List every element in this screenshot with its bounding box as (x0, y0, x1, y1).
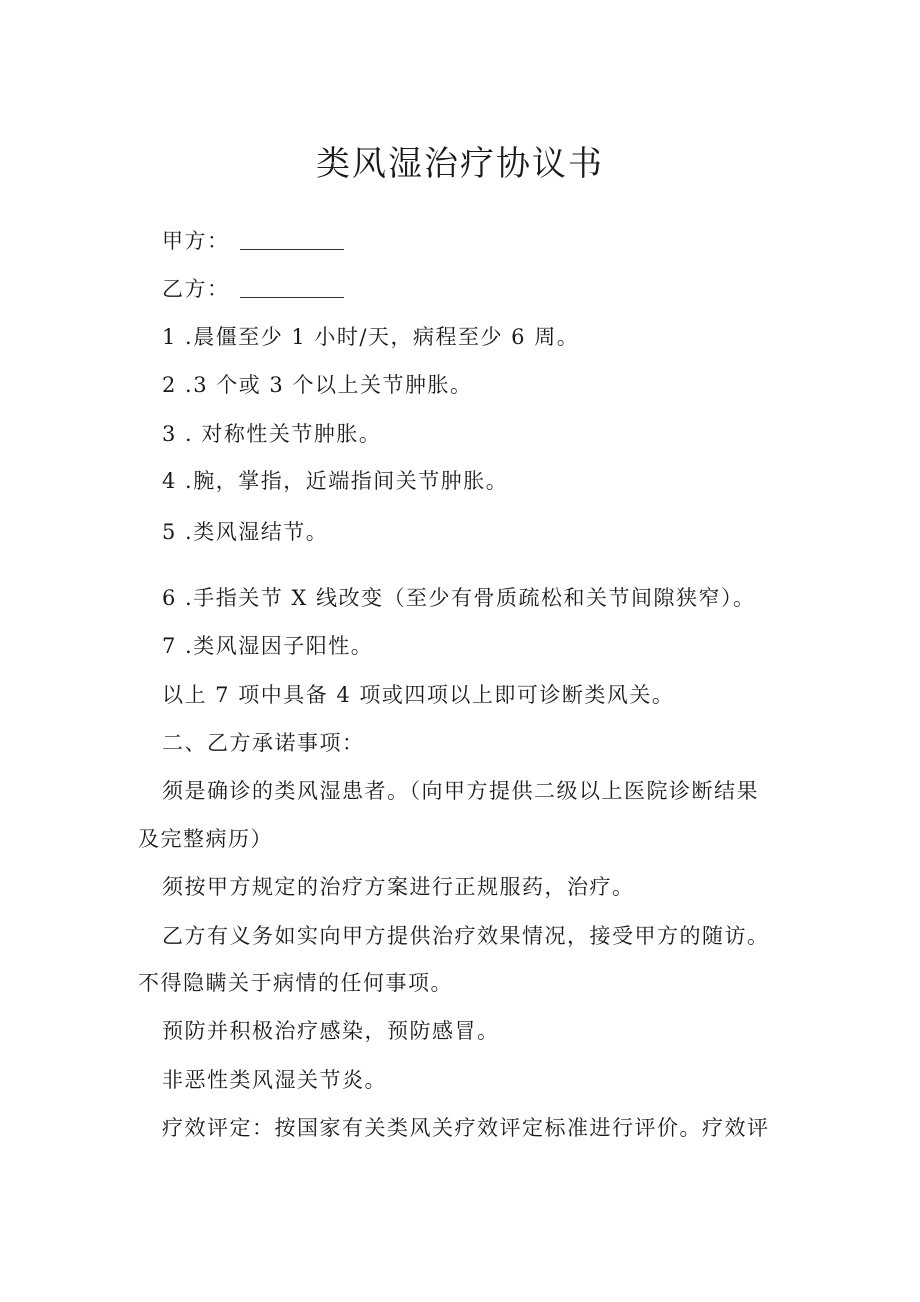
party-a-line (162, 226, 344, 256)
commitment-4: 预防并积极治疗感染，预防感冒。 (162, 1019, 500, 1043)
commitment-3-line-1: 乙方有义务如实向甲方提供治疗效果情况，接受甲方的随访。 (162, 924, 770, 948)
party-b-line (162, 274, 344, 304)
criterion-6: 6 .手指关节 X 线改变（至少有骨质疏松和关节间隙狭窄）。 (162, 586, 756, 610)
criterion-1: 1 .晨僵至少 1 小时/天，病程至少 6 周。 (162, 325, 580, 349)
party-b-blank (240, 296, 344, 298)
commitment-3-line-2: 不得隐瞒关于病情的任何事项。 (138, 971, 453, 995)
document-title: 类风湿治疗协议书 (316, 144, 604, 184)
party-a-label: 甲方： (162, 229, 230, 253)
criterion-3: 3 . 对称性关节肿胀。 (162, 422, 382, 446)
criterion-7: 7 .类风湿因子阳性。 (162, 634, 374, 658)
criterion-4: 4 .腕，掌指，近端指间关节肿胀。 (162, 469, 509, 493)
commitment-2: 须按甲方规定的治疗方案进行正规服药，治疗。 (162, 875, 635, 899)
section-two-heading: 二、乙方承诺事项： (162, 731, 365, 755)
party-a-blank (240, 248, 344, 250)
commitment-1-line-2: 及完整病历） (138, 827, 273, 851)
commitment-5: 非恶性类风湿关节炎。 (162, 1068, 387, 1092)
efficacy-line: 疗效评定：按国家有关类风关疗效评定标准进行评价。疗效评 (162, 1116, 770, 1140)
commitment-1-line-1: 须是确诊的类风湿患者。（向甲方提供二级以上医院诊断结果 (162, 779, 759, 803)
party-b-label: 乙方： (162, 277, 230, 301)
criterion-2: 2 .3 个或 3 个以上关节肿胀。 (162, 373, 473, 397)
criterion-5: 5 .类风湿结节。 (162, 520, 329, 544)
criteria-summary: 以上 7 项中具备 4 项或四项以上即可诊断类风关。 (162, 683, 675, 707)
